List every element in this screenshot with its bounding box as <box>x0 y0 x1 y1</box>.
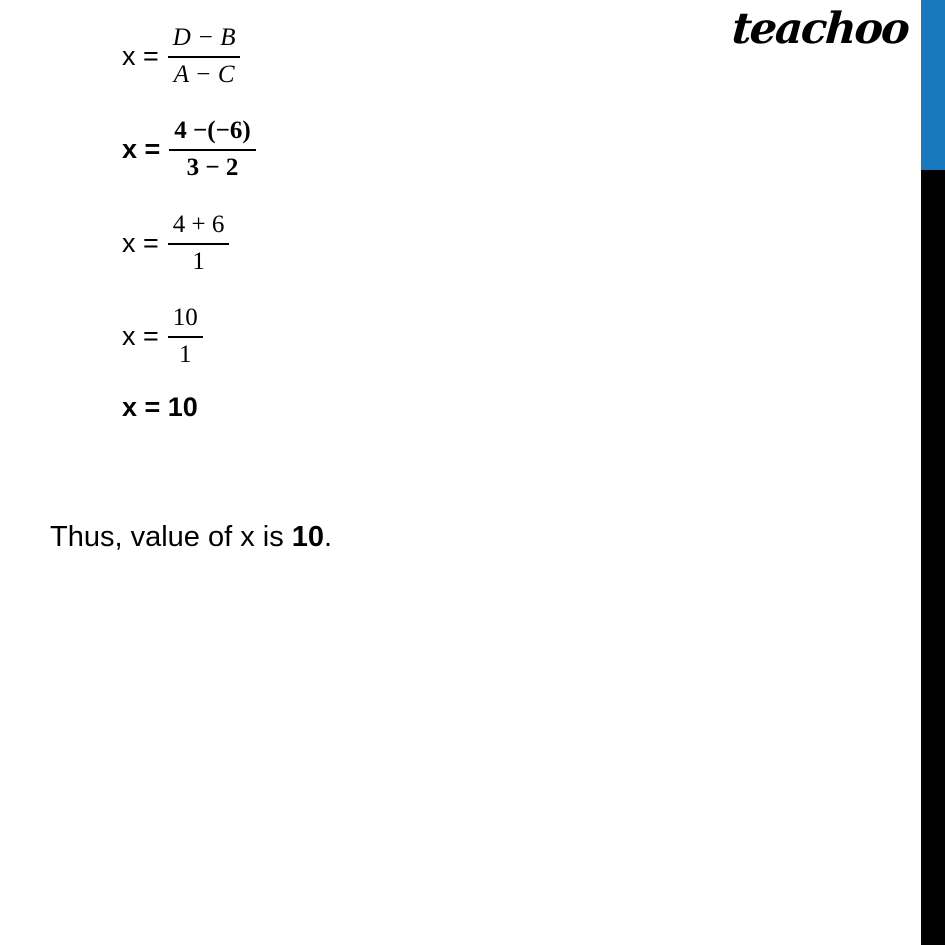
equation-lhs: x = <box>122 321 159 352</box>
equation-lhs: x = <box>122 228 159 259</box>
right-edge-blue-bar <box>921 0 945 170</box>
fraction <box>168 304 203 370</box>
teachoo-logo: teachoo <box>730 4 910 54</box>
fraction-denominator: 3 − 2 <box>186 153 239 181</box>
fraction-numerator: 10 <box>168 304 203 338</box>
equation-step-3 <box>122 211 229 277</box>
conclusion-value: 10 <box>291 521 325 553</box>
fraction-numerator: 4 −(−6) <box>169 117 255 151</box>
conclusion-prefix: Thus, value of x is <box>50 521 292 553</box>
conclusion-suffix: . <box>324 521 333 553</box>
equation-lhs: x = <box>122 41 159 72</box>
equation-lhs: x = <box>122 134 161 165</box>
fraction-denominator: A − C <box>173 60 235 88</box>
conclusion-line <box>50 521 332 554</box>
fraction-numerator: 4 + 6 <box>168 211 230 245</box>
fraction <box>168 24 241 90</box>
equation-step-2 <box>122 117 256 183</box>
fraction-denominator: 1 <box>192 247 205 275</box>
fraction-numerator: D − B <box>168 24 241 58</box>
fraction <box>168 211 230 277</box>
equation-step-4 <box>122 304 203 370</box>
right-edge-black-bar <box>921 170 945 945</box>
fraction-denominator: 1 <box>179 340 192 368</box>
equation-step-1 <box>122 24 240 90</box>
fraction <box>169 117 255 183</box>
result-line: x = 10 <box>122 392 198 422</box>
